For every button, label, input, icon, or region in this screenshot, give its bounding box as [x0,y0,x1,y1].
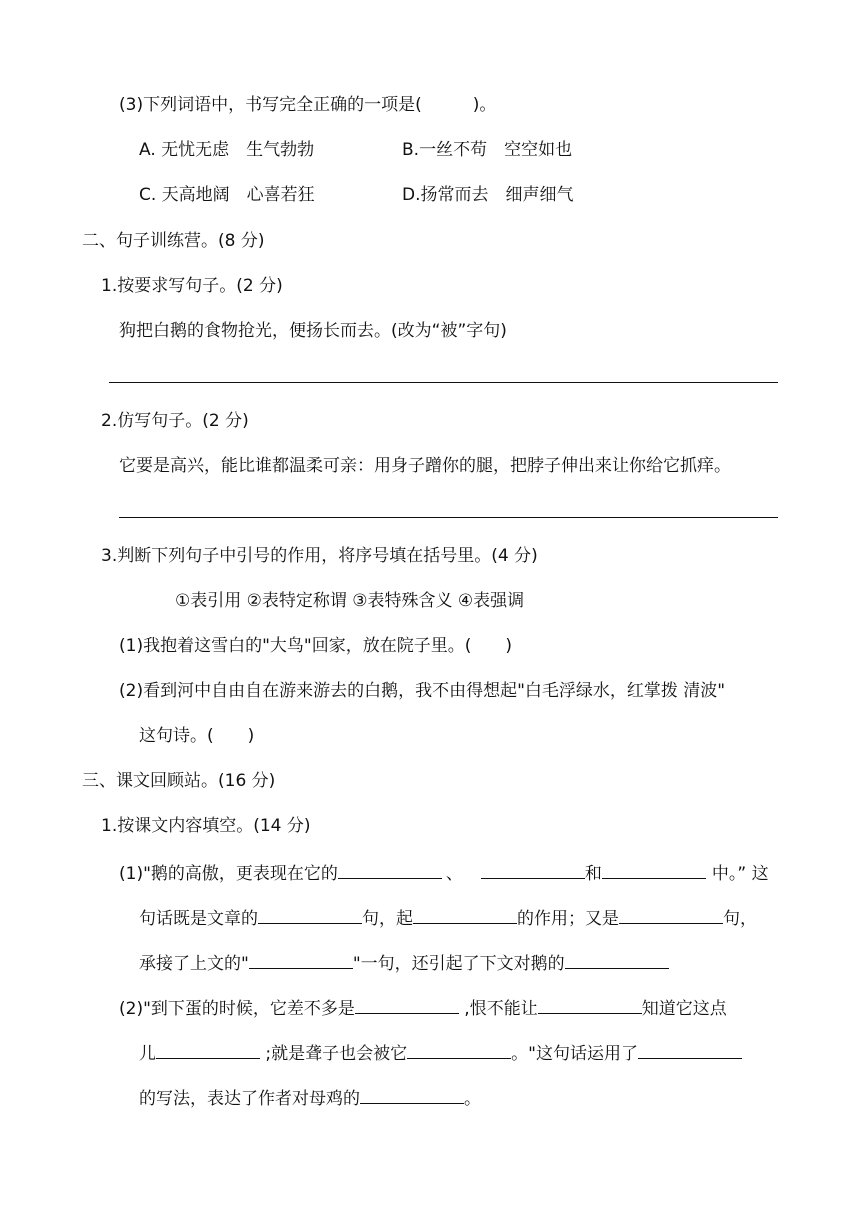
fill-blank[interactable] [249,950,353,969]
sub-question-title: 2.仿写句子。(2 分) [101,411,249,431]
prompt-sentence: 狗把白鹅的食物抢光，便扬长而去。(改为“被”字句) [119,321,507,341]
option-c: C. 天高地阔 心喜若狂 [139,185,315,205]
fill-blank[interactable] [602,860,706,879]
text: ;就是聋子也会被它 [260,1044,408,1064]
text: 知道它这点 [641,999,727,1019]
fill-blank[interactable] [407,1040,511,1059]
option-a: A. 无忧无虑 生气勃勃 [139,140,315,160]
sub-question-title: 1.按课文内容填空。(14 分) [101,816,311,836]
fill-blank[interactable] [638,1040,742,1059]
text: 。 [464,1089,481,1109]
fill-blank[interactable] [481,860,585,879]
text: 。"这句话运用了 [511,1044,638,1064]
fill-line [139,950,669,975]
fill-blank[interactable] [538,995,642,1014]
text: 、 [445,864,463,884]
fill-blank[interactable] [619,905,723,924]
text: 中。” 这 [711,864,769,884]
text: ,恨不能让 [458,999,538,1019]
text: (2)"到下蛋的时候，它差不多是 [119,999,355,1019]
text: 儿 [139,1044,156,1064]
judge-item-continued: 这句诗。( ) [139,726,255,746]
option-d: D.扬常而去 细声细气 [402,185,574,205]
text: 的写法，表达了作者对母鸡的 [139,1089,360,1109]
judge-item: (2)看到河中自由自在游来游去的白鹅，我不由得想起"白毛浮绿水，红掌拨 清波" [119,681,726,701]
section-heading: 三、课文回顾站。(16 分) [82,771,276,791]
text: 和 [584,864,602,884]
fill-blank[interactable] [565,950,669,969]
text: 句，起 [362,909,413,929]
fill-blank[interactable] [338,860,442,879]
option-b: B.一丝不苟 空空如也 [402,140,573,160]
text: 句， [723,909,757,929]
judge-item: (1)我抱着这雪白的"大鸟"回家，放在院子里。( ) [119,636,512,656]
sub-question-title: 1.按要求写句子。(2 分) [101,276,283,296]
answer-line[interactable] [119,517,778,518]
fill-blank[interactable] [258,905,362,924]
sub-question-title: 3.判断下列句子中引号的作用，将序号填在括号里。(4 分) [101,546,538,566]
fill-blank[interactable] [413,905,517,924]
answer-line[interactable] [109,382,778,383]
text: (1)"鹅的高傲，更表现在它的 [119,864,338,884]
text: 承接了上文的" [139,954,249,974]
fill-line [119,995,727,1020]
fill-line [119,860,769,885]
fill-blank[interactable] [156,1040,260,1059]
text: 的作用；又是 [517,909,619,929]
fill-line [139,905,757,930]
section-heading: 二、句子训练营。(8 分) [82,231,265,251]
fill-line [139,1085,481,1110]
fill-blank[interactable] [355,995,459,1014]
fill-line [139,1040,742,1065]
prompt-sentence: 它要是高兴，能比谁都温柔可亲：用身子蹭你的腿，把脖子伸出来让你给它抓痒。 [119,456,731,476]
fill-blank[interactable] [360,1085,464,1104]
text: 句话既是文章的 [139,909,258,929]
text: "一句，还引起了下文对鹅的 [352,954,565,974]
choice-legend: ①表引用 ②表特定称谓 ③表特殊含义 ④表强调 [175,591,525,611]
question-stem: (3)下列词语中，书写完全正确的一项是( )。 [119,95,497,115]
